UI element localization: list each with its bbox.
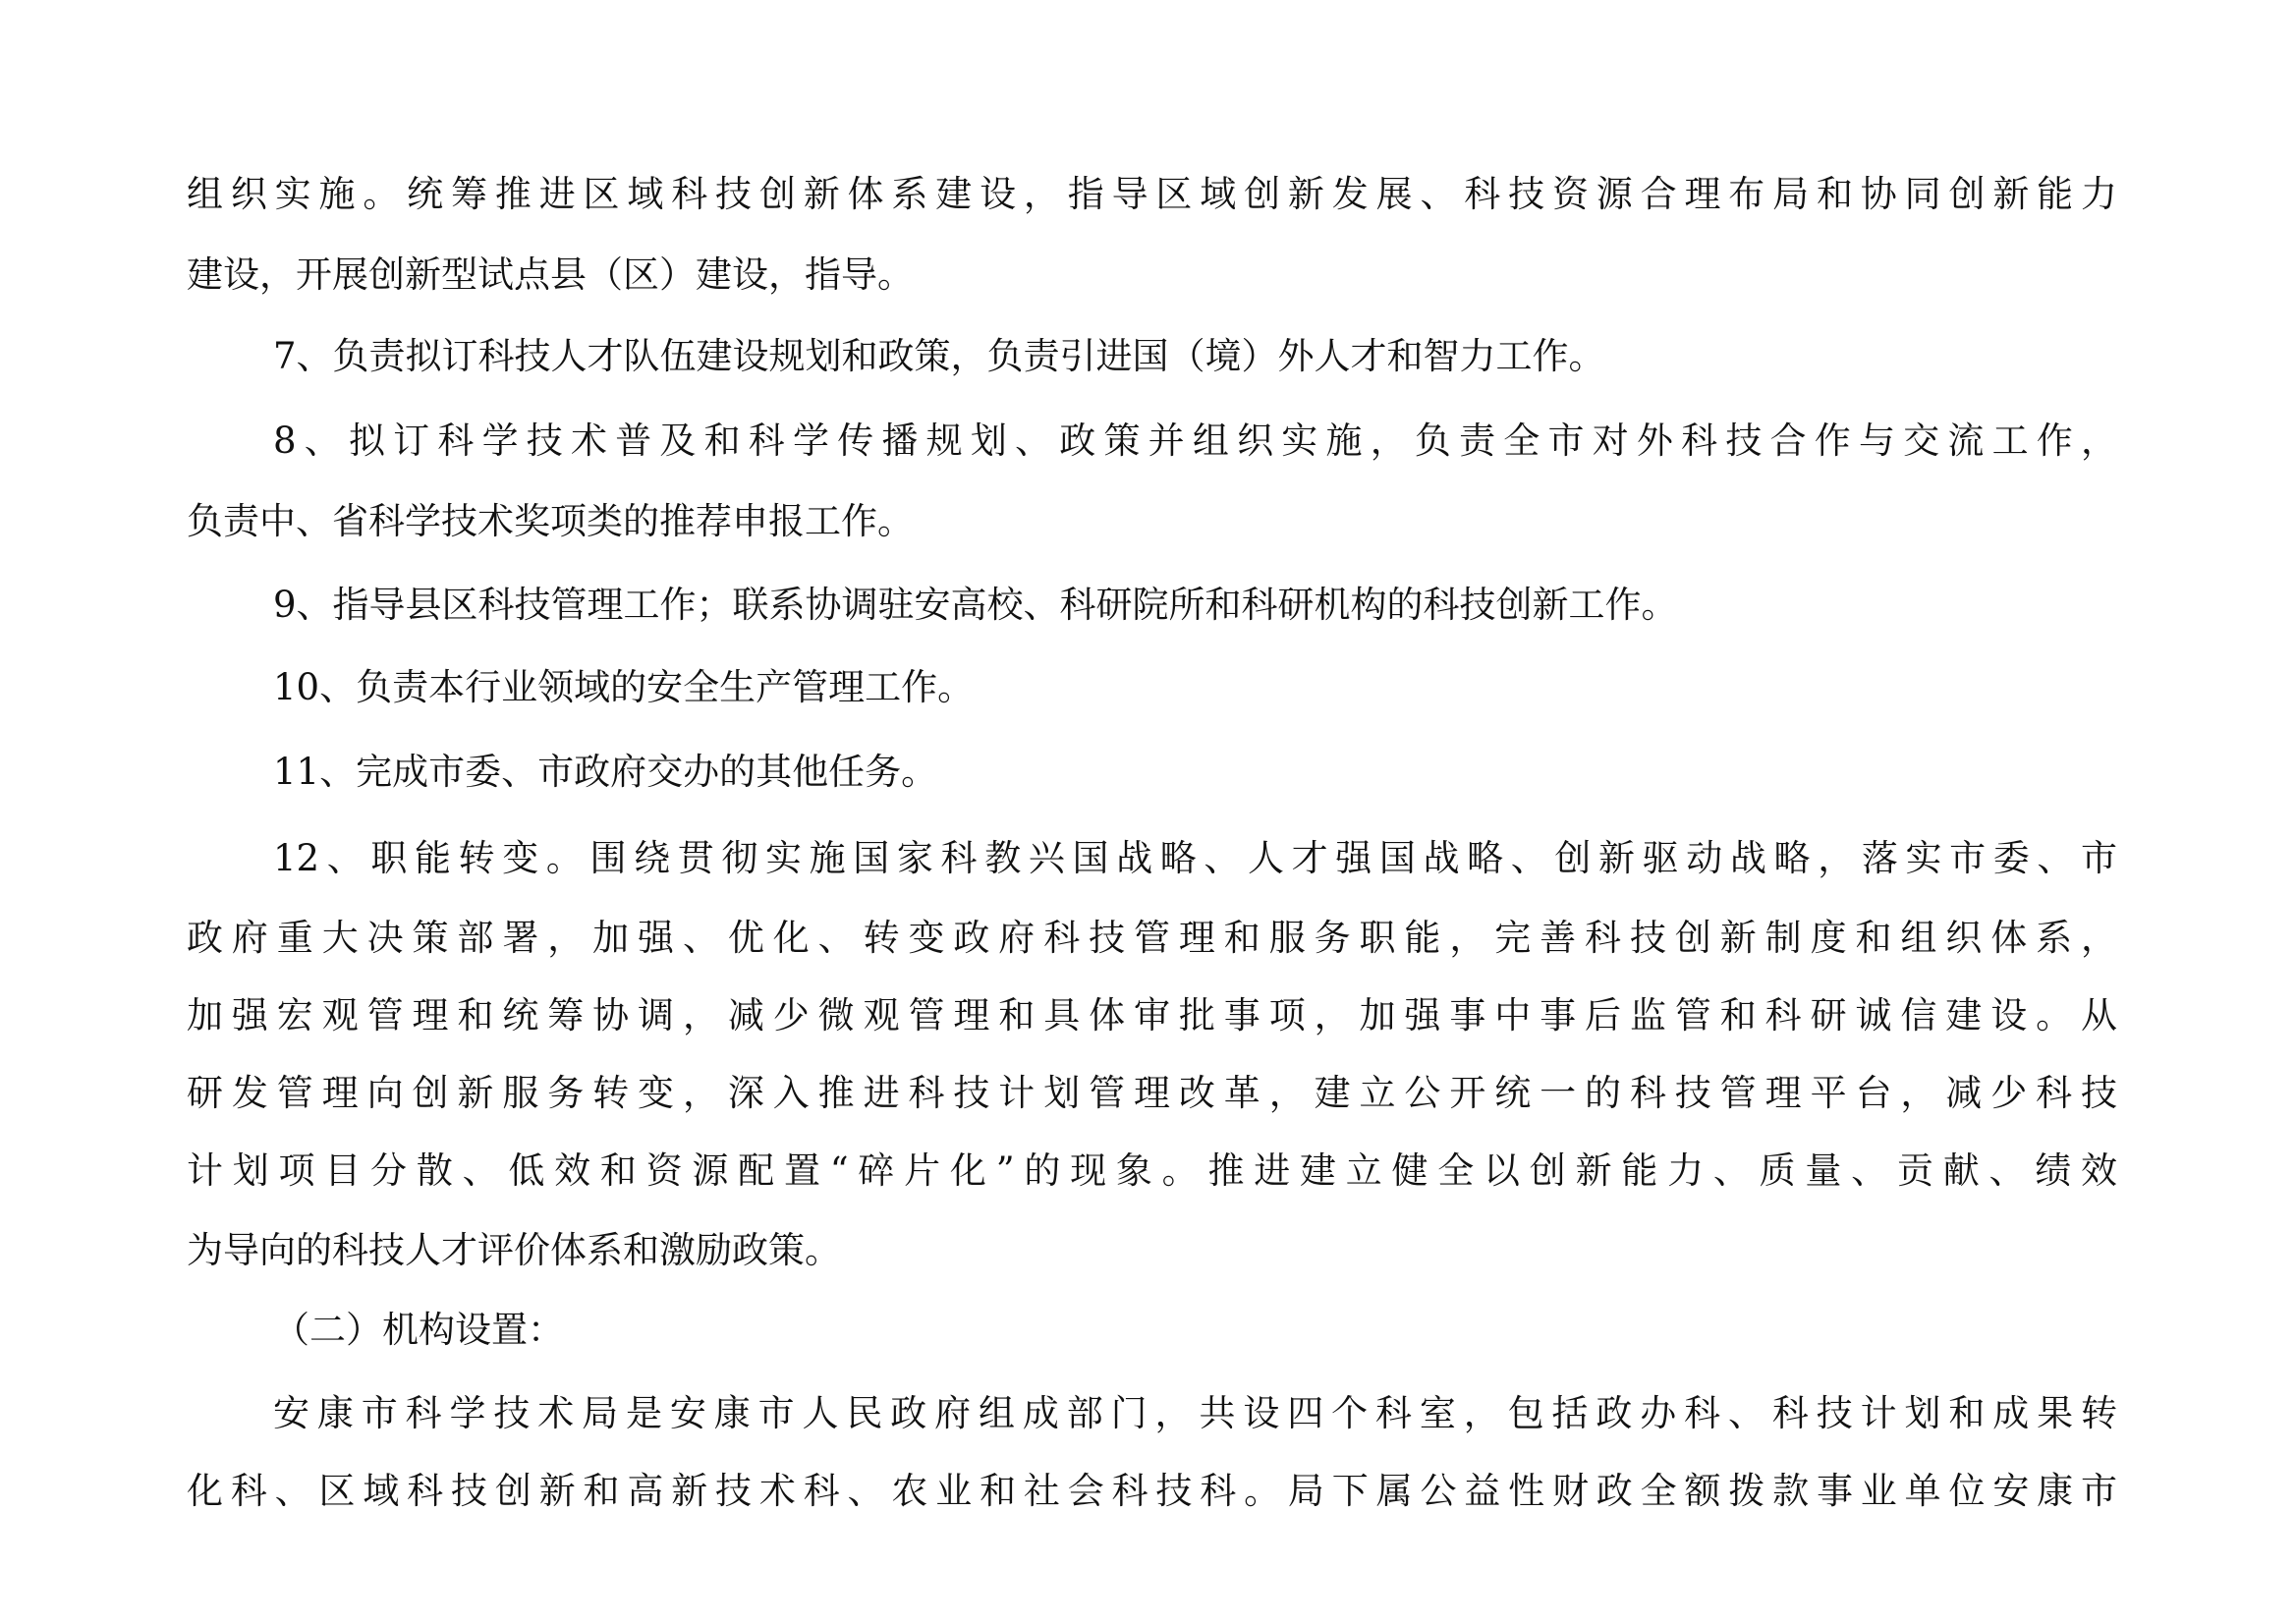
item-7: 7、负责拟订科技人才队伍建设规划和政策，负责引进国（境）外人才和智力工作。 [273, 335, 1605, 377]
item-12-line-4: 研发管理向创新服务转变，深入推进科技计划管理改革，建立公开统一的科技管理平台，减少科技 [187, 1072, 2117, 1114]
item-8-line-1: 8、拟订科学技术普及和科学传播规划、政策并组织实施，负责全市对外科技合作与交流工作， [273, 420, 2117, 462]
paragraph-6-line-2: 组织实施。统筹推进区域科技创新体系建设，指导区域创新发展、科技资源合理布局和协同创新能力 [187, 173, 2117, 215]
item-12-line-1: 12、职能转变。围绕贯彻实施国家科教兴国战略、人才强国战略、创新驱动战略，落实市委、市 [273, 837, 2117, 879]
item-12-line-5: 计划项目分散、低效和资源配置“碎片化”的现象。推进建立健全以创新能力、质量、贡献、绩效 [187, 1149, 2117, 1192]
item-12-line-2: 政府重大决策部署，加强、优化、转变政府科技管理和服务职能，完善科技创新制度和组织体系， [187, 917, 2117, 959]
organization-paragraph-line-1: 安康市科学技术局是安康市人民政府组成部门，共设四个科室，包括政办科、科技计划和成果转 [273, 1392, 2117, 1434]
organization-paragraph-line-2: 化科、区域科技创新和高新技术科、农业和社会科技科。局下属公益性财政全额拨款事业单位安康市 [187, 1470, 2117, 1512]
item-11: 11、完成市委、市政府交办的其他任务。 [273, 751, 938, 793]
item-10: 10、负责本行业领域的安全生产管理工作。 [273, 666, 975, 708]
item-8-line-2: 负责中、省科学技术奖项类的推荐申报工作。 [187, 500, 914, 542]
section-heading-organization: （二）机构设置： [273, 1309, 564, 1351]
item-12-line-6: 为导向的科技人才评价体系和激励政策。 [187, 1229, 841, 1271]
item-9: 9、指导县区科技管理工作；联系协调驻安高校、科研院所和科研机构的科技创新工作。 [273, 584, 1678, 626]
item-12-line-3: 加强宏观管理和统筹协调，减少微观管理和具体审批事项，加强事中事后监管和科研诚信建设。从 [187, 994, 2117, 1036]
paragraph-6-line-3: 建设，开展创新型试点县（区）建设，指导。 [187, 253, 914, 296]
